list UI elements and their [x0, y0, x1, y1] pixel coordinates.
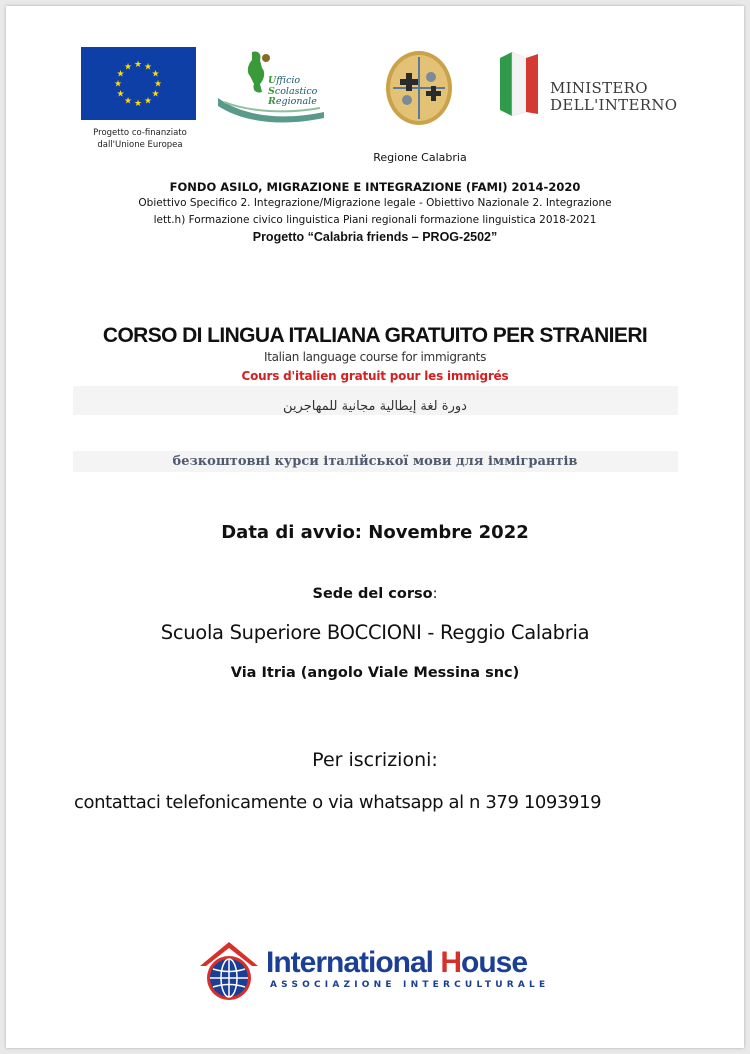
region-label: Regione Calabria [373, 151, 467, 164]
svg-text:★: ★ [116, 89, 125, 100]
svg-text:★: ★ [133, 99, 143, 109]
svg-text:★: ★ [151, 89, 160, 100]
enrollment-contact: contattaci telefonicamente o via whatsapp al n 379 1093919 [74, 792, 602, 813]
international-house-tagline: ASSOCIAZIONE INTERCULTURALE [270, 980, 550, 990]
fund-objective-line-2: lett.h) Formazione civico linguistica Piani regionali formazione linguistica 2018-2021 [153, 214, 597, 226]
venue-address: Via Itria (angolo Viale Messina snc) [230, 665, 520, 681]
venue-label-colon: : [432, 586, 438, 602]
ministero-interno-logo [498, 50, 678, 120]
regione-calabria-emblem [384, 49, 454, 127]
venue-label [6, 586, 744, 602]
svg-text:★: ★ [123, 96, 133, 107]
svg-text:★: ★ [113, 79, 123, 90]
course-title-english: Italian language course for immigrants [263, 350, 487, 364]
course-title-ukrainian: безкоштовні курси італійської мови для іммігрантів [172, 454, 578, 469]
course-title-arabic: دورة لغة إيطالية مجانية للمهاجرين [283, 399, 467, 414]
usr-logo-text-1: fficio [276, 75, 301, 86]
ih-name-h: H [440, 946, 462, 979]
eu-caption: Progetto co-finanziato dall'Unione Europea [93, 128, 187, 150]
italian-flag-icon [498, 50, 540, 118]
svg-text:★: ★ [143, 96, 153, 107]
usr-logo: Ufficio Scolastico Regionale [216, 46, 326, 126]
fund-objective-line-1: Obiettivo Specifico 2. Integrazione/Migrazione legale - Obiettivo Nazionale 2. Integrazione [138, 197, 612, 209]
usr-logo-text-2: colastico [274, 85, 318, 97]
international-house-name [266, 946, 527, 980]
svg-text:★: ★ [153, 79, 163, 90]
enrollment-label: Per iscrizioni: [312, 749, 438, 771]
flyer-page [6, 6, 744, 1048]
course-title: CORSO DI LINGUA ITALIANA GRATUITO PER STRANIERI [102, 324, 648, 347]
svg-text:★: ★ [133, 60, 143, 70]
svg-text:★: ★ [143, 62, 153, 73]
venue-label-text: Sede del corso [312, 586, 433, 602]
ih-name-part2: ouse [461, 946, 528, 979]
svg-text:★: ★ [116, 69, 125, 80]
svg-text:★: ★ [123, 62, 133, 73]
course-title-french: Cours d'italien gratuit pour les immigrés [241, 369, 509, 383]
ih-name-part1: International [266, 946, 441, 979]
international-house-globe-icon [194, 936, 264, 1006]
eu-flag-logo [81, 47, 196, 120]
project-title: Progetto “Calabria friends – PROG-2502” [252, 230, 498, 244]
ministero-text: MINISTERO DELL'INTERNO [550, 79, 678, 114]
start-date: Data di avvio: Novembre 2022 [221, 522, 529, 543]
fund-title: FONDO ASILO, MIGRAZIONE E INTEGRAZIONE (FAMI) 2014-2020 [169, 180, 581, 194]
usr-logo-text-3: egionale [275, 96, 317, 107]
svg-text:★: ★ [151, 69, 160, 80]
venue-name: Scuola Superiore BOCCIONI - Reggio Calabria [160, 621, 590, 644]
